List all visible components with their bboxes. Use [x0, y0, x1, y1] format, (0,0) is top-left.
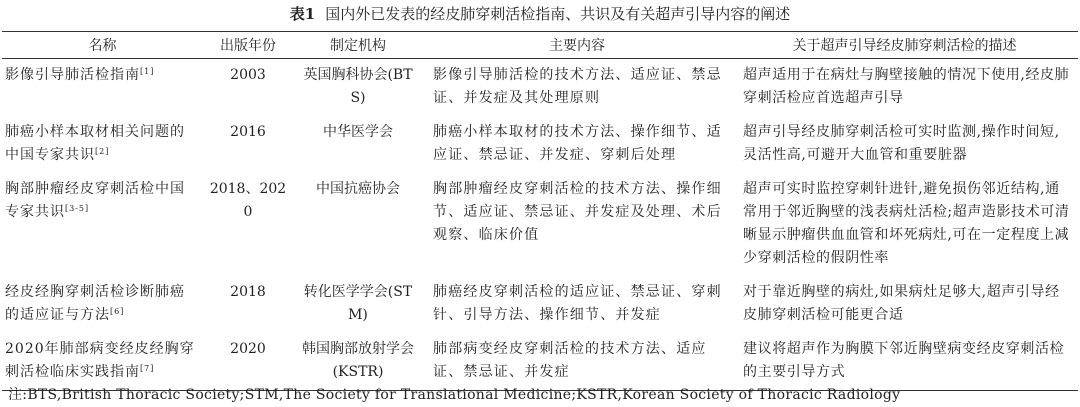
cell-name — [2, 59, 203, 117]
guideline-name: 2020年肺部病变经皮经胸穿刺活检临床实践指南 — [5, 341, 195, 380]
table-label: 表1 — [289, 5, 316, 23]
cell-year: 2016 — [230, 124, 266, 140]
table-row — [2, 116, 1078, 173]
cell-content: 胸部肿瘤经皮穿刺活检的技术方法、操作细节、适应证、禁忌证、并发症及处理、术后观察、临床价值 — [433, 181, 722, 243]
cell-content: 肺部病变经皮穿刺活检的技术方法、适应证、禁忌证、并发症 — [433, 341, 707, 380]
cell-year: 2018、2020 — [209, 181, 287, 220]
cell-name — [2, 333, 203, 391]
cell-name — [2, 276, 203, 333]
table-row — [2, 276, 1078, 333]
cell-organization: 中国抗癌协会 — [316, 181, 400, 197]
table-row — [2, 333, 1078, 391]
cell-year: 2020 — [230, 341, 266, 357]
reference-marker: [7] — [140, 364, 155, 373]
cell-ultrasound-description: 对于靠近胸壁的病灶,如果病灶足够大,超声引导经皮肺穿刺活检可能更合适 — [743, 284, 1060, 323]
cell-ultrasound-description: 超声引导经皮肺穿刺活检可实时监测,操作时间短,灵活性高,可避开大血管和重要脏器 — [743, 124, 1060, 163]
table-row — [2, 59, 1078, 117]
column-header-ultrasound-description: 关于超声引导经皮肺穿刺活检的描述 — [731, 32, 1078, 59]
cell-content: 肺癌小样本取材的技术方法、操作细节、适应证、禁忌证、并发症、穿刺后处理 — [433, 124, 722, 163]
cell-organization: 转化医学学会(STM) — [303, 284, 413, 323]
cell-organization: 英国胸科协会(BTS) — [303, 67, 413, 106]
reference-marker: [6] — [110, 307, 125, 316]
cell-organization: 韩国胸部放射学会(KSTR) — [302, 341, 414, 380]
cell-name — [2, 116, 203, 173]
cell-content: 肺癌经皮穿刺活检的适应证、禁忌证、穿刺针、引导方法、操作细节、并发症 — [433, 284, 722, 323]
reference-marker: [3-5] — [65, 204, 90, 213]
table-row — [2, 173, 1078, 276]
cell-year: 2003 — [230, 67, 266, 83]
column-header-name: 名称 — [2, 32, 203, 59]
reference-marker: [1] — [140, 67, 155, 76]
cell-content: 影像引导肺活检的技术方法、适应证、禁忌证、并发症及其处理原则 — [433, 67, 722, 106]
table-caption — [0, 4, 1080, 24]
guideline-name: 胸部肿瘤经皮穿刺活检中国专家共识 — [5, 181, 185, 220]
table-title: 国内外已发表的经皮肺穿刺活检指南、共识及有关超声引导内容的阐述 — [325, 5, 791, 23]
cell-name — [2, 173, 203, 276]
guideline-name: 经皮经胸穿刺活检诊断肺癌的适应证与方法 — [5, 284, 185, 323]
cell-ultrasound-description: 建议将超声作为胸膜下邻近胸壁病变经皮穿刺活检的主要引导方式 — [743, 341, 1065, 380]
cell-ultrasound-description: 超声适用于在病灶与胸壁接触的情况下使用,经皮肺穿刺活检应首选超声引导 — [743, 67, 1070, 106]
guidelines-table — [2, 31, 1078, 391]
table-header-row — [2, 32, 1078, 59]
guideline-name: 影像引导肺活检指南 — [5, 67, 140, 83]
column-header-content: 主要内容 — [423, 32, 731, 59]
cell-ultrasound-description: 超声可实时监控穿刺针进针,避免损伤邻近结构,通常用于邻近胸壁的浅表病灶活检;超声造影技术可清晰显示肿瘤供血血管和坏死病灶,可在一定程度上减少穿刺活检的假阴性率 — [743, 181, 1070, 266]
guideline-name: 肺癌小样本取材相关问题的中国专家共识 — [5, 124, 185, 163]
table-footnote: 注:BTS,British Thoracic Society;STM,The Society for Translational Medicine;KSTR,Korean Society of Thoracic Radiology — [8, 387, 901, 403]
reference-marker: [2] — [95, 147, 110, 156]
column-header-organization: 制定机构 — [293, 32, 423, 59]
cell-year: 2018 — [230, 284, 266, 300]
cell-organization: 中华医学会 — [323, 124, 393, 140]
column-header-year: 出版年份 — [203, 32, 293, 59]
